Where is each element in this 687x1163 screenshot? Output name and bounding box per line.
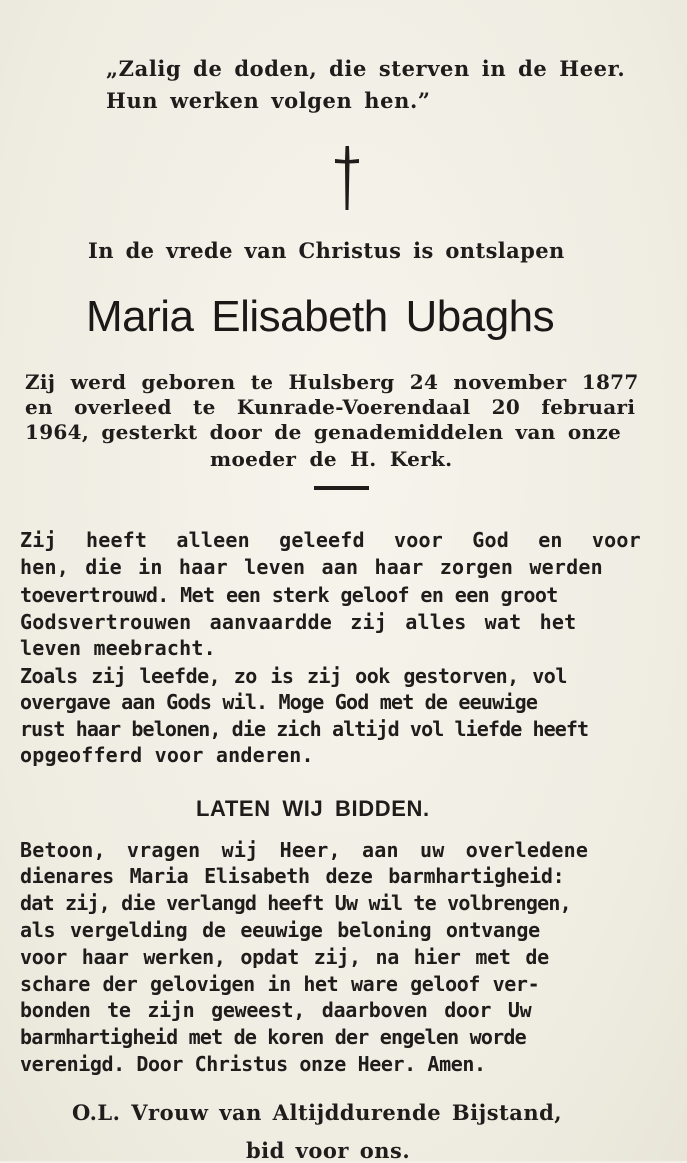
paragraph1-line-2: hen, die in haar leven aan haar zorgen werden	[20, 555, 603, 579]
paragraph2-line-1: Zoals zij leefde, zo is zij ook gestorven, vol	[20, 664, 567, 688]
closing-line-2: bid voor ons.	[246, 1138, 411, 1163]
prayer-line-3: dat zij, die verlangd heeft Uw wil te volbrengen,	[20, 891, 571, 915]
intro-text: In de vrede van Christus is ontslapen	[88, 238, 565, 263]
prayer-line-2: dienares Maria Elisabeth deze barmhartigheid:	[20, 864, 565, 888]
prayer-line-9: verenigd. Door Christus onze Heer. Amen.	[20, 1052, 486, 1076]
paragraph1-line-4: Godsvertrouwen aanvaardde zij alles wat het	[20, 610, 577, 634]
prayer-line-6: schare der gelovigen in het ware geloof ver-	[20, 972, 540, 996]
paragraph2-line-4: opgeofferd voor anderen.	[20, 743, 314, 767]
verse-line-2: Hun werken volgen hen.”	[106, 88, 431, 113]
paragraph1-line-1: Zij heeft alleen geleefd voor God en voor	[20, 528, 641, 552]
divider	[314, 486, 369, 490]
bio-line-3: 1964, gesterkt door de genademiddelen van onze	[25, 420, 621, 444]
cross-icon	[332, 144, 362, 214]
deceased-name: Maria Elisabeth Ubaghs	[86, 292, 555, 341]
paragraph1-line-5: leven meebracht.	[20, 636, 216, 660]
bio-line-1	[25, 370, 663, 394]
bio-line-2: en overleed te Kunrade-Voerendaal 20 februari	[25, 395, 636, 419]
paragraph2-line-2: overgave aan Gods wil. Moge God met de eeuwige	[20, 690, 538, 714]
prayer-line-7: bonden te zijn geweest, daarboven door Uw	[20, 998, 532, 1022]
prayer-line-8: barmhartigheid met de koren der engelen worde	[20, 1025, 526, 1049]
closing-line-1: O.L. Vrouw van Altijddurende Bijstand,	[72, 1100, 563, 1125]
prayer-line-5: voor haar werken, opdat zij, na hier met de	[20, 945, 549, 969]
verse-line-1: „Zalig de doden, die sterven in de Heer.	[106, 56, 626, 81]
bio-line-1-text: Zij werd geboren te Hulsberg 24 november 1877	[25, 370, 639, 394]
prayer-line-4: als vergelding de eeuwige beloning ontvange	[20, 918, 540, 942]
bio-line-4: moeder de H. Kerk.	[210, 447, 453, 471]
prayer-line-1: Betoon, vragen wij Heer, aan uw overledene	[20, 838, 589, 862]
paragraph1-line-3: toevertrouwd. Met een sterk geloof en een groot	[20, 583, 558, 607]
prayer-heading: LATEN WIJ BIDDEN.	[196, 796, 430, 821]
paragraph2-line-3: rust haar belonen, die zich altijd vol liefde heeft	[20, 717, 589, 741]
